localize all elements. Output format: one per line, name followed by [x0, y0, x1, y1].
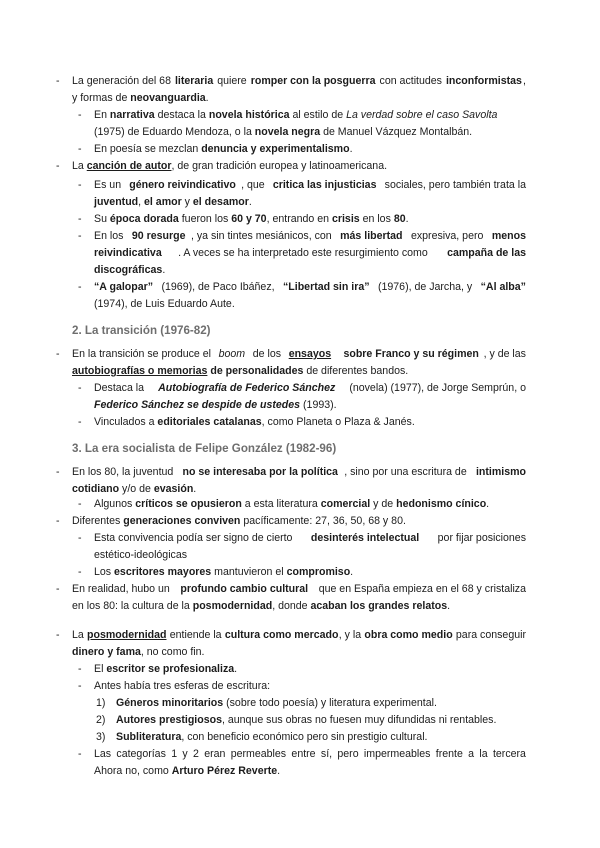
paragraph-line: Los escritores mayores mantuvieron el compromiso. — [94, 566, 354, 578]
bullet-dash: - — [78, 416, 82, 428]
paragraph-line: discográficas. — [94, 264, 166, 276]
bullet-dash: - — [78, 281, 82, 293]
paragraph-line: Es un género reivindicativo , que critica las injusticias sociales, pero también trata la — [94, 179, 526, 191]
paragraph-line: dinero y fama, no como fin. — [72, 646, 205, 658]
paragraph-line: Esta convivencia podía ser signo de cierto desinterés intelectual por fijar posiciones — [94, 532, 526, 544]
bullet-dash: - — [56, 466, 60, 478]
bullet-dash: - — [78, 663, 82, 675]
paragraph-line: autobiografías o memorias de personalidades de diferentes bandos. — [72, 365, 409, 377]
paragraph-line: “A galopar” (1969), de Paco Ibáñez, “Libertad sin ira” (1976), de Jarcha, y “Al alba” — [94, 281, 526, 293]
paragraph-line: reivindicativa . A veces se ha interpretado este resurgimiento como campaña de las — [94, 247, 526, 259]
bullet-dash: - — [78, 532, 82, 544]
paragraph-line: En narrativa destaca la novela histórica al estilo de La verdad sobre el caso Savolta — [94, 109, 498, 121]
paragraph-line: Las categorías 1 y 2 eran permeables entre sí, pero impermeables frente a la tercera — [94, 748, 526, 760]
bullet-dash: - — [78, 748, 82, 760]
paragraph-line: Diferentes generaciones conviven pacíficamente: 27, 36, 50, 68 y 80. — [72, 515, 406, 527]
bullet-dash: - — [78, 213, 82, 225]
paragraph-line: El escritor se profesionaliza. — [94, 663, 238, 675]
paragraph-line: En realidad, hubo un profundo cambio cultural que en España empieza en el 68 y cristaliza — [72, 583, 526, 595]
paragraph-line: Vinculados a editoriales catalanas, como Planeta o Plaza & Janés. — [94, 416, 415, 428]
paragraph-line: cotidiano y/o de evasión. — [72, 483, 197, 495]
bullet-dash: - — [56, 348, 60, 360]
paragraph-line: (1974), de Luis Eduardo Aute. — [94, 298, 235, 310]
bullet-dash: - — [78, 566, 82, 578]
paragraph-line: En poesía se mezclan denuncia y experimentalismo. — [94, 143, 353, 155]
paragraph-line: La generación del 68 literaria quiere romper con la posguerra con actitudes inconformistas , — [72, 75, 526, 87]
paragraph-line: estético-ideológicas — [94, 549, 188, 561]
paragraph-line: Su época dorada fueron los 60 y 70, entrando en crisis en los 80. — [94, 213, 409, 225]
paragraph-line: Federico Sánchez se despide de ustedes (1993). — [94, 399, 337, 411]
paragraph-line: Géneros minoritarios (sobre todo poesía) y literatura experimental. — [116, 697, 437, 709]
list-number: 3) — [96, 731, 106, 743]
paragraph-line: Ahora no, como Arturo Pérez Reverte. — [94, 765, 281, 777]
paragraph-line: La canción de autor, de gran tradición europea y latinoamericana. — [72, 160, 388, 172]
paragraph-line: En la transición se produce el boom de los ensayos sobre Franco y su régimen , y de las — [72, 348, 526, 360]
paragraph-line: y formas de neovanguardia. — [72, 92, 209, 104]
bullet-dash: - — [78, 498, 82, 510]
paragraph-line: Autores prestigiosos, aunque sus obras no fuesen muy difundidas ni rentables. — [116, 714, 497, 726]
section-heading: 2. La transición (1976-82) — [72, 324, 211, 337]
list-number: 2) — [96, 714, 106, 726]
bullet-dash: - — [56, 583, 60, 595]
bullet-dash: - — [78, 230, 82, 242]
paragraph-line: Antes había tres esferas de escritura: — [94, 680, 271, 692]
list-number: 1) — [96, 697, 106, 709]
paragraph-line: juventud, el amor y el desamor. — [94, 196, 252, 208]
bullet-dash: - — [78, 179, 82, 191]
paragraph-line: (1975) de Eduardo Mendoza, o la novela negra de Manuel Vázquez Montalbán. — [94, 126, 473, 138]
paragraph-line: Destaca la Autobiografía de Federico Sánchez (novela) (1977), de Jorge Semprún, o — [94, 382, 526, 394]
paragraph-line: en los 80: la cultura de la posmodernidad, donde acaban los grandes relatos. — [72, 600, 451, 612]
section-heading: 3. La era socialista de Felipe González (1982-96) — [72, 442, 337, 455]
paragraph-line: Subliteratura, con beneficio económico pero sin prestigio cultural. — [116, 731, 428, 743]
bullet-dash: - — [56, 160, 60, 172]
bullet-dash: - — [78, 109, 82, 121]
bullet-dash: - — [56, 515, 60, 527]
bullet-dash: - — [56, 75, 60, 87]
paragraph-line: En los 90 resurge , ya sin tintes mesiánicos, con más libertad expresiva, pero menos — [94, 230, 526, 242]
paragraph-line: En los 80, la juventud no se interesaba por la política , sino por una escritura de intimismo — [72, 466, 526, 478]
bullet-dash: - — [78, 143, 82, 155]
bullet-dash: - — [78, 382, 82, 394]
paragraph-line: La posmodernidad entiende la cultura como mercado , y la obra como medio para conseguir — [72, 629, 526, 641]
bullet-dash: - — [78, 680, 82, 692]
bullet-dash: - — [56, 629, 60, 641]
paragraph-line: Algunos críticos se opusieron a esta literatura comercial y de hedonismo cínico. — [94, 498, 490, 510]
